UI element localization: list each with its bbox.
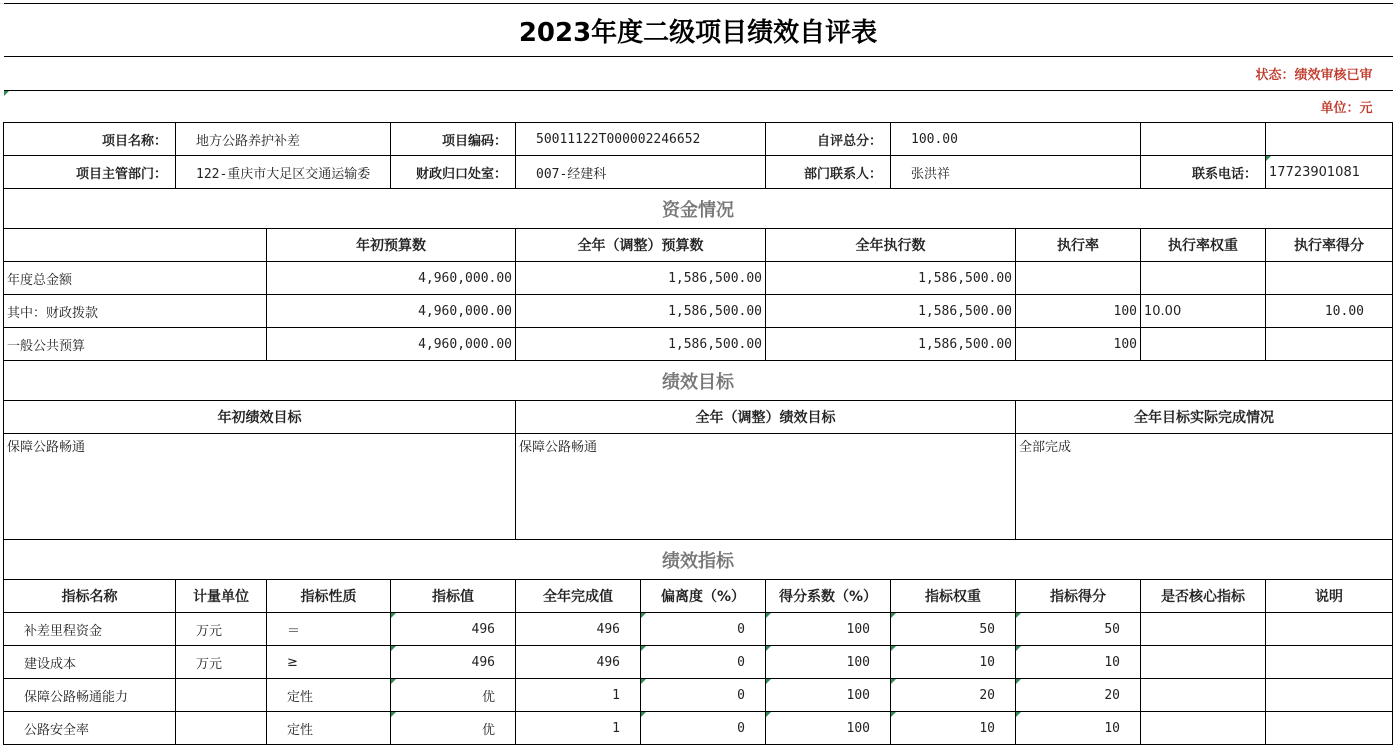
- funds-cell-rate[interactable]: [1016, 262, 1141, 295]
- ind-cell-target[interactable]: 优: [391, 679, 516, 712]
- ind-header-score: 指标得分: [1016, 580, 1141, 613]
- ind-cell-nature[interactable]: ≥: [267, 646, 391, 679]
- empty-cell[interactable]: [1266, 123, 1393, 156]
- ind-cell-unit[interactable]: 万元: [176, 613, 267, 646]
- goal-adjusted-cell[interactable]: 保障公路畅通: [516, 434, 1016, 540]
- ind-cell-coefficient[interactable]: 100: [766, 646, 891, 679]
- ind-cell-name[interactable]: 公路安全率: [4, 712, 176, 745]
- ind-cell-score[interactable]: 20: [1016, 679, 1141, 712]
- funds-cell-initial[interactable]: 4,960,000.00: [267, 328, 516, 361]
- funds-cell-score[interactable]: [1266, 328, 1393, 361]
- ind-cell-note[interactable]: [1266, 679, 1393, 712]
- project-name-label: 项目名称：: [4, 123, 176, 156]
- ind-header-name: 指标名称: [4, 580, 176, 613]
- funds-cell-adjusted[interactable]: 1,586,500.00: [516, 262, 766, 295]
- ind-cell-score[interactable]: 10: [1016, 646, 1141, 679]
- funds-header-adjusted-budget: 全年（调整）预算数: [516, 229, 766, 262]
- funds-cell-adjusted[interactable]: 1,586,500.00: [516, 328, 766, 361]
- ind-cell-coefficient[interactable]: 100: [766, 679, 891, 712]
- status-text: 状态：绩效审核已审: [4, 57, 1393, 91]
- ind-cell-deviation[interactable]: 0: [641, 679, 766, 712]
- funds-cell-executed[interactable]: 1,586,500.00: [766, 262, 1016, 295]
- ind-cell-actual[interactable]: 1: [516, 712, 641, 745]
- ind-cell-actual[interactable]: 496: [516, 613, 641, 646]
- ind-cell-note[interactable]: [1266, 646, 1393, 679]
- ind-cell-deviation[interactable]: 0: [641, 712, 766, 745]
- funds-cell-score[interactable]: 10.00: [1266, 295, 1393, 328]
- funds-cell-rate[interactable]: 100: [1016, 295, 1141, 328]
- funds-cell-label[interactable]: 其中：财政拨款: [4, 295, 267, 328]
- funds-header-rate-score: 执行率得分: [1266, 229, 1393, 262]
- finance-cell[interactable]: 007-经建科: [516, 156, 766, 189]
- ind-header-nature: 指标性质: [267, 580, 391, 613]
- funds-cell-rate[interactable]: 100: [1016, 328, 1141, 361]
- funds-header-rate-weight: 执行率权重: [1141, 229, 1266, 262]
- funds-cell-label[interactable]: 年度总金额: [4, 262, 267, 295]
- score-label: 自评总分：: [766, 123, 891, 156]
- ind-cell-core[interactable]: [1141, 712, 1266, 745]
- ind-cell-unit[interactable]: [176, 712, 267, 745]
- goals-section-title: 绩效目标: [4, 361, 1393, 401]
- indicators-section-title: 绩效指标: [4, 540, 1393, 580]
- ind-cell-core[interactable]: [1141, 646, 1266, 679]
- ind-cell-name[interactable]: 建设成本: [4, 646, 176, 679]
- score-cell[interactable]: 100.00: [891, 123, 1141, 156]
- ind-cell-actual[interactable]: 496: [516, 646, 641, 679]
- ind-header-core: 是否核心指标: [1141, 580, 1266, 613]
- goals-header-adjusted: 全年（调整）绩效目标: [516, 401, 1016, 434]
- ind-cell-unit[interactable]: 万元: [176, 646, 267, 679]
- indicator-row: [4, 712, 1393, 745]
- funds-row: [4, 262, 1393, 295]
- funds-header-rate: 执行率: [1016, 229, 1141, 262]
- ind-cell-score[interactable]: 10: [1016, 712, 1141, 745]
- ind-header-note: 说明: [1266, 580, 1393, 613]
- goals-header-completion: 全年目标实际完成情况: [1016, 401, 1393, 434]
- funds-cell-weight[interactable]: 10.00: [1141, 295, 1266, 328]
- phone-cell[interactable]: 17723901081: [1266, 156, 1393, 189]
- ind-cell-note[interactable]: [1266, 613, 1393, 646]
- funds-cell-adjusted[interactable]: 1,586,500.00: [516, 295, 766, 328]
- ind-cell-note[interactable]: [1266, 712, 1393, 745]
- phone-label: 联系电话：: [1141, 156, 1266, 189]
- funds-cell-score[interactable]: [1266, 262, 1393, 295]
- ind-header-coefficient: 得分系数（%）: [766, 580, 891, 613]
- ind-cell-weight[interactable]: 10: [891, 712, 1016, 745]
- ind-cell-target[interactable]: 496: [391, 646, 516, 679]
- ind-cell-deviation[interactable]: 0: [641, 646, 766, 679]
- funds-cell-executed[interactable]: 1,586,500.00: [766, 328, 1016, 361]
- dept-cell[interactable]: 122-重庆市大足区交通运输委: [176, 156, 391, 189]
- contact-cell[interactable]: 张洪祥: [891, 156, 1141, 189]
- project-code-cell[interactable]: 50011122T000002246652: [516, 123, 766, 156]
- ind-cell-nature[interactable]: 定性: [267, 712, 391, 745]
- ind-cell-weight[interactable]: 10: [891, 646, 1016, 679]
- ind-cell-weight[interactable]: 20: [891, 679, 1016, 712]
- ind-header-actual: 全年完成值: [516, 580, 641, 613]
- ind-header-target: 指标值: [391, 580, 516, 613]
- finance-label: 财政归口处室：: [391, 156, 516, 189]
- ind-cell-unit[interactable]: [176, 679, 267, 712]
- funds-cell-executed[interactable]: 1,586,500.00: [766, 295, 1016, 328]
- funds-header-executed: 全年执行数: [766, 229, 1016, 262]
- ind-cell-actual[interactable]: 1: [516, 679, 641, 712]
- indicator-row: [4, 679, 1393, 712]
- ind-cell-name[interactable]: 补差里程资金: [4, 613, 176, 646]
- ind-cell-target[interactable]: 496: [391, 613, 516, 646]
- ind-cell-target[interactable]: 优: [391, 712, 516, 745]
- funds-section-title: 资金情况: [4, 189, 1393, 229]
- performance-sheet: [3, 3, 1393, 745]
- ind-cell-nature[interactable]: 定性: [267, 679, 391, 712]
- funds-header-blank: [4, 229, 267, 262]
- ind-cell-deviation[interactable]: 0: [641, 613, 766, 646]
- sheet-title: 2023年度二级项目绩效自评表: [4, 4, 1393, 57]
- funds-row: [4, 295, 1393, 328]
- project-code-label: 项目编码：: [391, 123, 516, 156]
- goal-initial-cell[interactable]: 保障公路畅通: [4, 434, 516, 540]
- contact-label: 部门联系人：: [766, 156, 891, 189]
- goal-completion-cell[interactable]: 全部完成: [1016, 434, 1393, 540]
- funds-cell-weight[interactable]: [1141, 328, 1266, 361]
- indicator-row: [4, 646, 1393, 679]
- unit-text: 单位：元: [4, 91, 1393, 123]
- indicator-row: [4, 613, 1393, 646]
- ind-header-weight: 指标权重: [891, 580, 1016, 613]
- ind-header-deviation: 偏离度（%）: [641, 580, 766, 613]
- ind-cell-name[interactable]: 保障公路畅通能力: [4, 679, 176, 712]
- funds-row: [4, 328, 1393, 361]
- funds-header-initial-budget: 年初预算数: [267, 229, 516, 262]
- ind-cell-core[interactable]: [1141, 679, 1266, 712]
- ind-cell-coefficient[interactable]: 100: [766, 712, 891, 745]
- funds-cell-initial[interactable]: 4,960,000.00: [267, 262, 516, 295]
- ind-cell-core[interactable]: [1141, 613, 1266, 646]
- project-name-cell[interactable]: 地方公路养护补差: [176, 123, 391, 156]
- funds-cell-label[interactable]: 一般公共预算: [4, 328, 267, 361]
- funds-cell-weight[interactable]: [1141, 262, 1266, 295]
- ind-cell-weight[interactable]: 50: [891, 613, 1016, 646]
- empty-cell[interactable]: [1141, 123, 1266, 156]
- funds-cell-initial[interactable]: 4,960,000.00: [267, 295, 516, 328]
- ind-cell-coefficient[interactable]: 100: [766, 613, 891, 646]
- dept-label: 项目主管部门：: [4, 156, 176, 189]
- ind-cell-nature[interactable]: ＝: [267, 613, 391, 646]
- ind-cell-score[interactable]: 50: [1016, 613, 1141, 646]
- goals-header-initial: 年初绩效目标: [4, 401, 516, 434]
- ind-header-unit: 计量单位: [176, 580, 267, 613]
